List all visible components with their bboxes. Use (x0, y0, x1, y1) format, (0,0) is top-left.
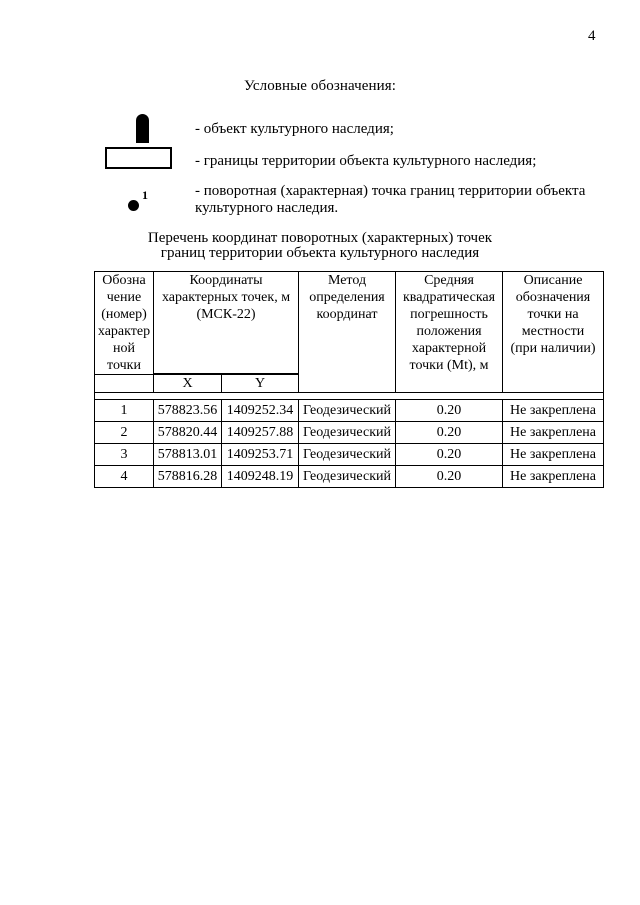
header-designation: Обозна чение (номер) характер ной точки (95, 272, 154, 375)
header-coordinates: Координаты характерных точек, м (МСК-22) (154, 272, 299, 374)
turning-point-dot-label: 1 (142, 188, 148, 202)
territory-boundary-rect-icon (105, 147, 172, 169)
cultural-heritage-marker-icon (136, 114, 149, 143)
table-row: 4 578816.28 1409248.19 Геодезический 0.20 Не закреплена (95, 466, 604, 488)
coordinates-table (94, 271, 604, 488)
legend-item-turning-point: - поворотная (характерная) точка границ территории объекта культурного наследия. (195, 183, 586, 216)
header-x: X (154, 375, 222, 393)
page-number: 4 (588, 28, 596, 44)
legend-item-cultural-heritage: - объект культурного наследия; (195, 121, 394, 137)
header-blank (95, 375, 154, 393)
header-method: Метод определения координат (299, 272, 396, 393)
header-error: Средняя квадратическая погрешность положения характерной точки (Mt), м (396, 272, 503, 393)
table-title (0, 231, 640, 261)
table-row: 3 578813.01 1409253.71 Геодезический 0.20 Не закреплена (95, 444, 604, 466)
table-title-line-1: Перечень координат поворотных (характерных) точек (147, 230, 493, 246)
legend-title: Условные обозначения: (243, 78, 397, 94)
legend-item-territory-boundary: - границы территории объекта культурного наследия; (195, 153, 537, 169)
header-description: Описание обозначения точки на местности (при наличии) (503, 272, 604, 393)
header-y: Y (222, 375, 299, 393)
table-row: 2 578820.44 1409257.88 Геодезический 0.20 Не закреплена (95, 422, 604, 444)
table-row: 1 578823.56 1409252.34 Геодезический 0.20 Не закреплена (95, 400, 604, 422)
table-title-line-2: границ территории объекта культурного наследия (160, 245, 480, 261)
turning-point-dot-icon (128, 200, 139, 211)
